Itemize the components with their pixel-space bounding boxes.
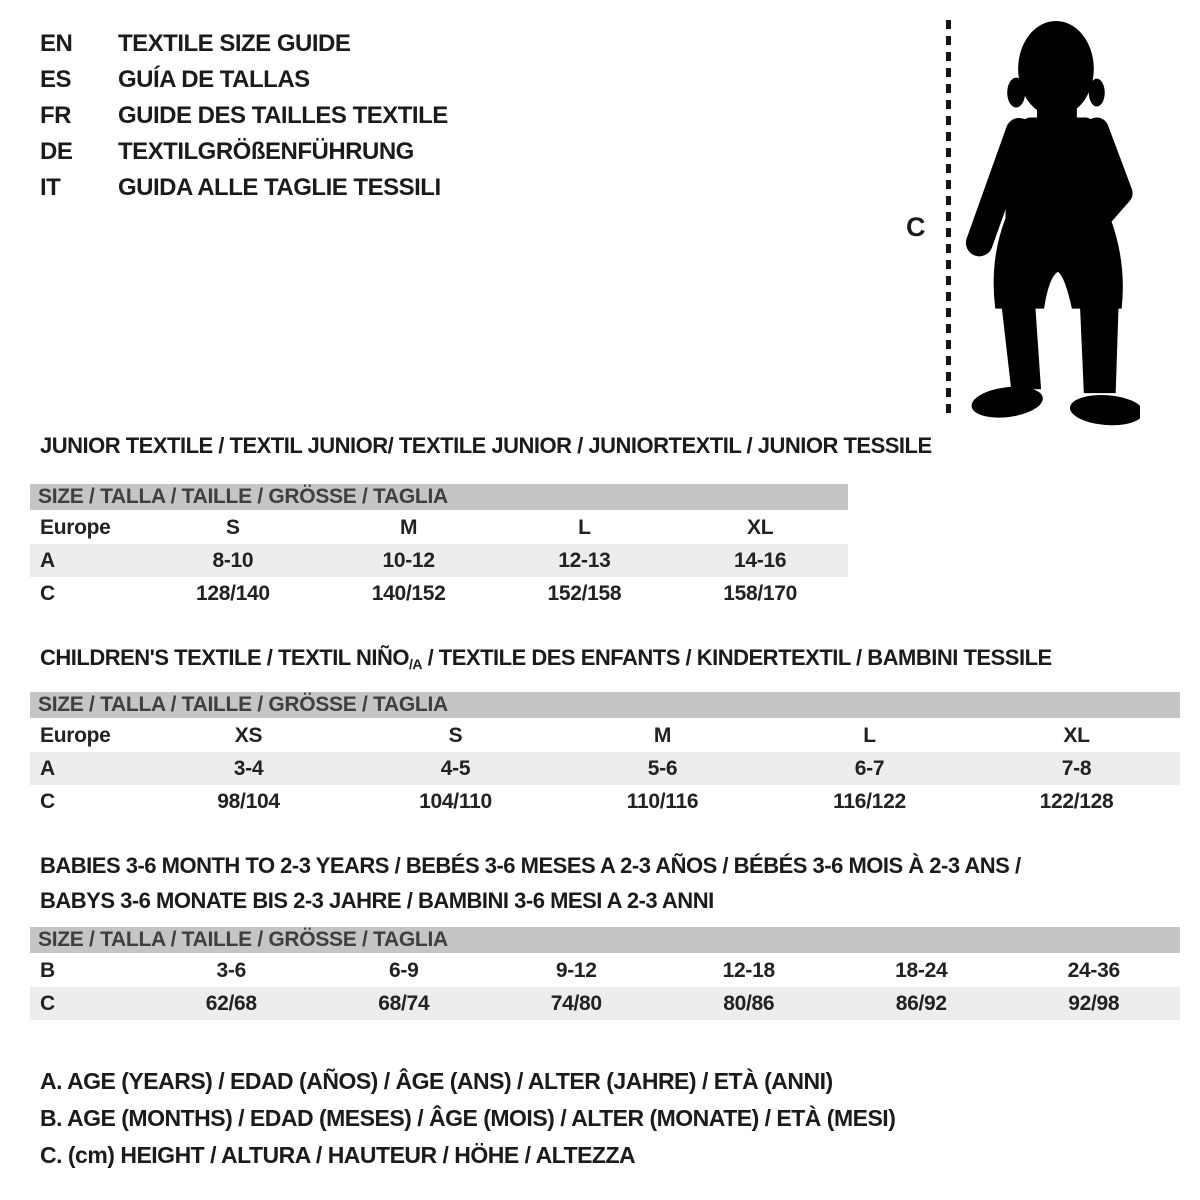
- toddler-silhouette-svg: [958, 12, 1140, 430]
- cell: 116/122: [833, 789, 906, 813]
- children-title-pre: CHILDREN'S TEXTILE / TEXTIL NIÑO: [40, 645, 409, 670]
- cell: 104/110: [419, 789, 492, 813]
- table-row: [30, 544, 848, 577]
- table-row: [30, 719, 1180, 752]
- lang-code: DE: [40, 138, 73, 165]
- lang-code: IT: [40, 174, 61, 201]
- guide-title-es: GUÍA DE TALLAS: [118, 66, 310, 93]
- cell: 110/116: [626, 789, 699, 813]
- cell: 86/92: [835, 987, 1008, 1020]
- lang-row-es: [40, 62, 448, 98]
- lang-row-it: [40, 170, 448, 206]
- children-title-post: / TEXTILE DES ENFANTS / KINDERTEXTIL / BAMBINI TESSILE: [421, 645, 1052, 670]
- lang-code: FR: [40, 102, 71, 129]
- cell: 68/74: [318, 987, 491, 1020]
- table-row: [30, 752, 1180, 785]
- table-row: [30, 785, 1180, 818]
- row-label: Europe: [40, 724, 111, 748]
- cell: 24-36: [1067, 959, 1120, 983]
- row-label: A: [30, 752, 145, 785]
- babies-section-title: [40, 848, 1021, 918]
- lang-code: ES: [40, 66, 72, 93]
- lang-row-en: [40, 26, 448, 62]
- cell: L: [578, 516, 591, 540]
- cell: 122/128: [1039, 789, 1114, 813]
- guide-title-fr: GUIDE DES TAILLES TEXTILE: [118, 102, 448, 129]
- table-row: [30, 511, 848, 544]
- cell: L: [863, 724, 876, 748]
- row-label: C: [40, 581, 55, 605]
- toddler-silhouette-image: [958, 12, 1140, 435]
- cell: 7-8: [973, 752, 1180, 785]
- babies-title-line1: BABIES 3-6 MONTH TO 2-3 YEARS / BEBÉS 3-6 MESES A 2-3 AÑOS / BÉBÉS 3-6 MOIS À 2-3 ANS /: [40, 853, 1021, 878]
- babies-title-line2: BABYS 3-6 MONATE BIS 2-3 JAHRE / BAMBINI 3-6 MESI A 2-3 ANNI: [40, 888, 714, 913]
- cell: 6-9: [389, 959, 419, 983]
- cell: S: [448, 724, 463, 748]
- junior-section-title: JUNIOR TEXTILE / TEXTIL JUNIOR/ TEXTILE JUNIOR / JUNIORTEXTIL / JUNIOR TESSILE: [40, 433, 932, 458]
- table-row: [30, 577, 848, 610]
- cell: XS: [234, 724, 263, 748]
- cell: 5-6: [559, 752, 766, 785]
- legend-line-b: B. AGE (MONTHS) / EDAD (MESES) / ÂGE (MOIS) / ALTER (MONATE) / ETÀ (MESI): [40, 1105, 896, 1131]
- cell: 4-5: [352, 752, 559, 785]
- row-label: C: [30, 987, 145, 1020]
- height-measure-dashed-line: [946, 20, 951, 416]
- cell: M: [653, 724, 672, 748]
- cell: 62/68: [145, 987, 318, 1020]
- junior-size-table: [30, 484, 848, 610]
- cell: 3-6: [216, 959, 246, 983]
- cell: 92/98: [1008, 987, 1181, 1020]
- children-title-sub: /A: [408, 656, 422, 672]
- row-label: Europe: [40, 516, 111, 540]
- cell: XL: [1063, 724, 1090, 748]
- cell: 98/104: [217, 789, 280, 813]
- guide-title-en: TEXTILE SIZE GUIDE: [118, 30, 351, 57]
- measurement-legend: [40, 1063, 895, 1174]
- lang-code: EN: [40, 30, 73, 57]
- cell: 74/80: [490, 987, 663, 1020]
- cell: 140/152: [371, 581, 446, 605]
- lang-row-de: [40, 134, 448, 170]
- row-label: A: [30, 544, 145, 577]
- cell: 10-12: [321, 544, 497, 577]
- row-label: C: [40, 789, 55, 813]
- cell: 6-7: [766, 752, 973, 785]
- table-row: [30, 987, 1180, 1020]
- cell: 18-24: [895, 959, 948, 983]
- cell: XL: [747, 516, 774, 540]
- row-label: B: [40, 959, 55, 983]
- cell: 158/170: [723, 581, 798, 605]
- cell: 12-18: [722, 959, 775, 983]
- cell: S: [226, 516, 240, 540]
- guide-title-it: GUIDA ALLE TAGLIE TESSILI: [118, 174, 441, 201]
- legend-line-c: C. (cm) HEIGHT / ALTURA / HAUTEUR / HÖHE / ALTEZZA: [40, 1142, 636, 1168]
- size-header-bar: SIZE / TALLA / TAILLE / GRÖSSE / TAGLIA: [30, 484, 848, 511]
- children-size-table: [30, 692, 1180, 818]
- cell: 128/140: [195, 581, 270, 605]
- babies-size-table: [30, 927, 1180, 1020]
- cell: 12-13: [497, 544, 673, 577]
- cell: 3-4: [145, 752, 352, 785]
- size-header-bar: SIZE / TALLA / TAILLE / GRÖSSE / TAGLIA: [30, 692, 1180, 719]
- guide-title-de: TEXTILGRÖßENFÜHRUNG: [118, 138, 414, 165]
- children-section-title: [40, 645, 1052, 672]
- cell: 8-10: [145, 544, 321, 577]
- height-measure-label: C: [906, 212, 926, 242]
- cell: 80/86: [663, 987, 836, 1020]
- cell: 14-16: [672, 544, 848, 577]
- cell: 9-12: [555, 959, 597, 983]
- table-row: [30, 954, 1180, 987]
- legend-line-a: A. AGE (YEARS) / EDAD (AÑOS) / ÂGE (ANS) / ALTER (JAHRE) / ETÀ (ANNI): [40, 1068, 833, 1094]
- language-title-list: [40, 26, 448, 206]
- size-header-bar: SIZE / TALLA / TAILLE / GRÖSSE / TAGLIA: [30, 927, 1180, 954]
- cell: 152/158: [547, 581, 622, 605]
- cell: M: [400, 516, 418, 540]
- lang-row-fr: [40, 98, 448, 134]
